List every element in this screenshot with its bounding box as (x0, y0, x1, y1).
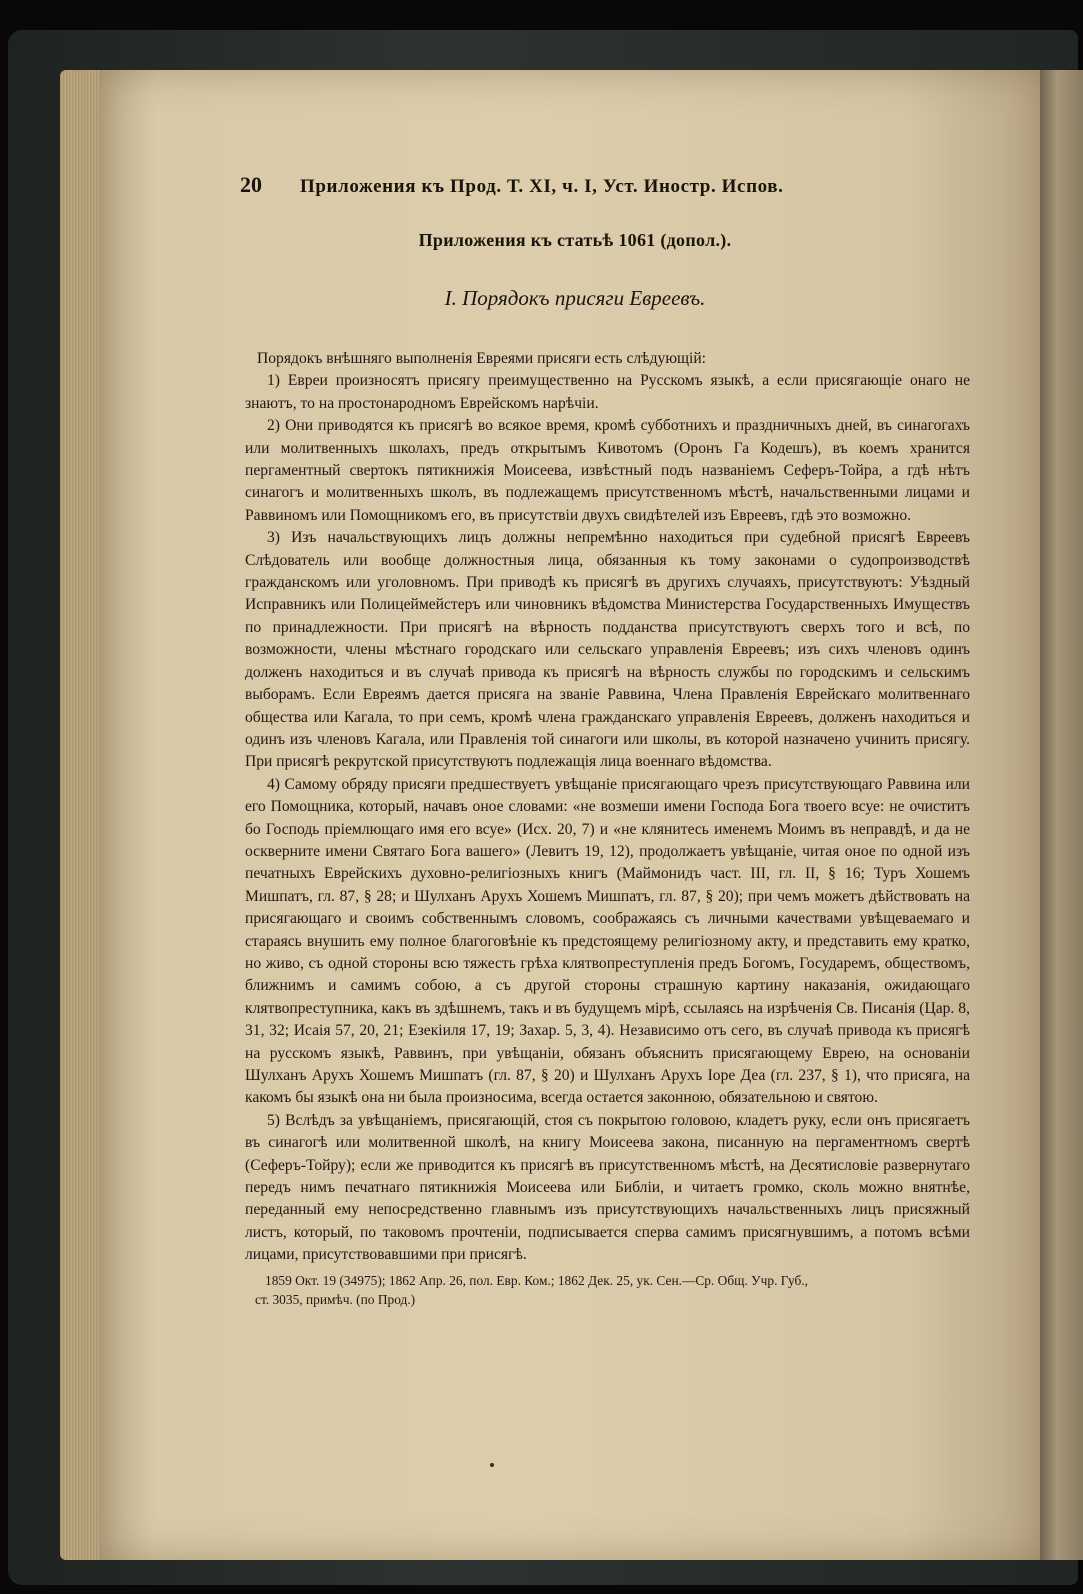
paragraph-3: 3) Изъ начальствующихъ лицъ должны непремѣнно находиться при судебной присягѣ Евреевъ Слѣдователь или вообще должностныя лица, обязанныя къ тому законами о судопроизводствѣ гражданскомъ или уголовномъ. При приводѣ къ присягѣ въ другихъ случаяхъ, присутствуютъ: Уѣздный Исправникъ или Полицеймейстеръ или чиновникъ вѣдомства Министерства Государственныхъ Имуществъ по принадлежности. При присягѣ на вѣрность подданства присутствуютъ сверхъ того и всѣ, по возможности, члены мѣстнаго городскаго или сельскаго управленія Евреевъ; изъ сихъ членовъ одинъ долженъ находиться и въ случаѣ привода къ присягѣ на вѣрность службы по городскимъ и сельскимъ выборамъ. Если Евреямъ дается присяга на званіе Раввина, Члена Правленія Еврейскаго молитвеннаго общества или Кагала, то при семъ, кромѣ члена гражданскаго управленія Евреевъ, долженъ находиться и одинъ изъ членовъ Кагала, или Правленія той синагоги или школы, въ которой назначено учинить присягу. При присягѣ рекрутской присутствуютъ подлежащія лица военнаго вѣдомства. (245, 529, 970, 771)
legal-citation (245, 1271, 970, 1309)
citation-line-1: 1859 Окт. 19 (34975); 1862 Апр. 26, пол. Евр. Ком.; 1862 Дек. 25, ук. Сен.—Ср. Общ. Учр. Губ., (265, 1272, 809, 1288)
page-header (240, 172, 850, 198)
facing-page-edge (1040, 70, 1083, 1560)
body-text (245, 348, 970, 1309)
paragraph-4: 4) Самому обряду присяги предшествуетъ увѣщаніе присягающаго чрезъ присутствующаго Раввина или его Помощника, который, начавъ оное словами: «не возмеши имени Господа Бога твоего всуе: не очиститъ бо Господь пріемлющаго имя его всуе» (Исх. 20, 7) и «не клянитесь именемъ Моимъ въ неправдѣ, и да не оскверните имени Святаго Бога вашего» (Левитъ 19, 12), продолжаетъ увѣщаніе, читая оное по одной изъ печатныхъ Еврейскихъ духовно-религіозныхъ книгъ (Маймонидъ част. III, гл. II, § 16; Туръ Хошемъ Мишпатъ, гл. 87, § 28; и Шулханъ Арухъ Хошемъ Мишпатъ, гл. 87, § 20); при чемъ можетъ дѣйствовать на присягающаго и своимъ собственнымъ словомъ, соображаясь съ личными качествами увѣщеваемаго и стараясь внушить ему полное благоговѣніе къ предстоящему религіозному акту, и представить ему кратко, но живо, съ одной стороны всю тяжесть грѣха клятвопреступленія предъ Богомъ, Государемъ, обществомъ, ближнимъ и самимъ собою, а съ другой стороны страшную картину наказанія, ожидающаго клятвопреступника, какъ въ здѣшнемъ, такъ и въ будущемъ мірѣ, ссылаясь на изрѣченія Св. Писанія (Цар. 8, 31, 32; Исаія 57, 20, 21; Езекіиля 17, 19; Захар. 5, 3, 4). Независимо отъ сего, въ случаѣ привода къ присягѣ на русскомъ языкѣ, Раввинъ, при увѣщаніи, обязанъ объяснить присягающему Еврею, на основаніи Шулханъ Арухъ Хошемъ Мишпатъ (гл. 87, § 20) и Шулханъ Арухъ Іоре Деа (гл. 237, § 1), что присяга, на какомъ бы языкѣ она ни была произносима, всегда остается законною, обязательною и святою. (245, 775, 970, 1107)
paragraph-1: 1) Евреи произносятъ присягу преимущественно на Русскомъ языкѣ, а если присягающіе онаго не знаютъ, то на простонародномъ Еврейскомъ нарѣчіи. (245, 372, 970, 412)
page-mark (490, 1463, 494, 1467)
paragraph-2: 2) Они приводятся къ присягѣ во всякое время, кромѣ субботнихъ и праздничныхъ дней, въ синагогахъ или молитвенныхъ школахъ, предъ открытымъ Кивотомъ (Оронъ Га Кодешъ), въ коемъ хранится пергаментный свертокъ пятикнижія Моисеева, извѣстный подъ названіемъ Сеферъ-Тойра, а гдѣ нѣтъ синагогъ и молитвенныхъ школъ, въ подлежащемъ присутственномъ мѣстѣ, начальственными лицами и Раввиномъ или Помощникомъ его, въ присутствіи двухъ свидѣтелей изъ Евреевъ, гдѣ это возможно. (245, 417, 970, 524)
citation-line-2: ст. 3035, примѣч. (по Прод.) (255, 1291, 416, 1307)
paragraph-5: 5) Вслѣдъ за увѣщаніемъ, присягающій, стоя съ покрытою головою, кладетъ руку, если онъ присягаетъ въ синагогѣ или молитвенной школѣ, на книгу Моисеева закона, писанную на пергаментномъ свертѣ (Сеферъ-Тойру); если же приводится къ присягѣ въ присутственномъ мѣстѣ, на Десятисловіе развернутаго передъ нимъ печатнаго пятикнижія Моисеева или Библіи, и читаетъ громко, сколь можно внятнѣе, переданный ему непосредственно главнымъ изъ присутствующихъ начальственныхъ лицъ присяжный листъ, который, по таковомъ прочтеніи, подписывается сперва самимъ присягнувшимъ, а потомъ всѣми лицами, присутствовавшими при присягѣ. (245, 1111, 970, 1264)
appendix-title: Приложения къ статьѣ 1061 (допол.). (418, 230, 732, 250)
intro-paragraph: Порядокъ внѣшняго выполненія Евреями присяги есть слѣдующій: (257, 350, 707, 367)
page-number: 20 (240, 172, 262, 197)
section-title: I. Порядокъ присяги Евреевъ. (444, 286, 706, 310)
running-head: Приложения къ Прод. Т. XI, ч. I, Уст. Иностр. Испов. (300, 176, 784, 197)
